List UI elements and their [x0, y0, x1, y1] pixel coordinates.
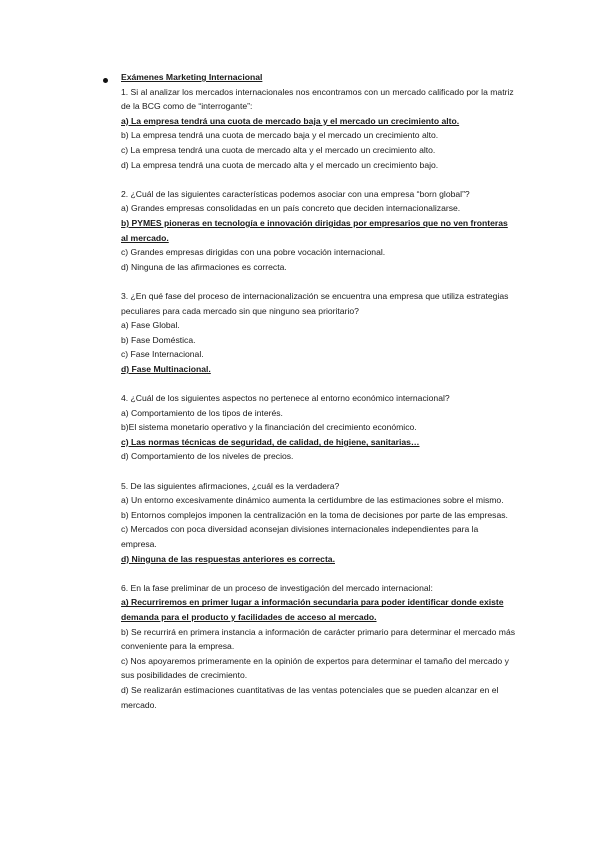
option-b: b) Entornos complejos imponen la centralización en la toma de decisiones por parte de las empresas. [121, 509, 508, 520]
question-prompt: 3. ¿En qué fase del proceso de internacionalización se encuentra una empresa que utiliza estrategias peculiares para cada mercado sin que ninguno sea prioritario? [121, 290, 509, 316]
option-c-correct: c) Las normas técnicas de seguridad, de calidad, de higiene, sanitarias… [121, 436, 420, 447]
question-prompt: 5. De las siguientes afirmaciones, ¿cuál es la verdadera? [121, 480, 340, 491]
question-6 [121, 581, 516, 712]
option-c: c) Nos apoyaremos primeramente en la opinión de expertos para determinar el tamaño del mercado y sus posibilidades de crecimiento. [121, 655, 509, 681]
option-d-correct: d) Fase Multinacional. [121, 363, 211, 374]
option-a: a) Grandes empresas consolidadas en un país concreto que deciden internacionalizarse. [121, 203, 461, 214]
option-d: d) La empresa tendrá una cuota de mercado alta y el mercado un crecimiento bajo. [121, 159, 439, 170]
option-c: c) Fase Internacional. [121, 349, 204, 360]
question-4 [121, 391, 516, 464]
question-1 [121, 85, 516, 173]
option-b-correct: b) PYMES pioneras en tecnología e innovación dirigidas por empresarios que no ven fronteras al mercado. [121, 217, 508, 243]
question-prompt: 6. En la fase preliminar de un proceso de investigación del mercado internacional: [121, 582, 433, 593]
option-b: b) Se recurrirá en primera instancia a información de carácter primario para determinar el mercado más conveniente para la empresa. [121, 626, 516, 652]
question-prompt: 4. ¿Cuál de los siguientes aspectos no pertenece al entorno económico internacional? [121, 393, 450, 404]
option-d: d) Comportamiento de los niveles de precios. [121, 451, 294, 462]
question-5 [121, 479, 516, 567]
question-3 [121, 289, 516, 377]
option-b: b) Fase Doméstica. [121, 334, 196, 345]
option-d: d) Se realizarán estimaciones cuantitativas de las ventas potenciales que se pueden alcanzar en el mercado. [121, 684, 499, 710]
option-d-correct: d) Ninguna de las respuestas anteriores es correcta. [121, 553, 335, 564]
option-c: c) Mercados con poca diversidad aconsejan divisiones internacionales independientes para la empresa. [121, 524, 479, 549]
document-title: Exámenes Marketing Internacional [121, 72, 263, 82]
question-prompt: 1. Si al analizar los mercados internacionales nos encontramos con un mercado calificado por la matriz de la BCG como de “interrogante”: [121, 86, 514, 112]
option-a: a) Un entorno excesivamente dinámico aumenta la certidumbre de las estimaciones sobre el mismo. [121, 495, 504, 506]
question-2 [121, 187, 516, 275]
option-a: a) Fase Global. [121, 320, 180, 331]
document-content [121, 70, 516, 712]
option-c: c) La empresa tendrá una cuota de mercado alta y el mercado un crecimiento alto. [121, 144, 436, 155]
question-prompt: 2. ¿Cuál de las siguientes características podemos asociar con una empresa “born global”? [121, 188, 470, 199]
option-c: c) Grandes empresas dirigidas con una pobre vocación internacional. [121, 247, 386, 258]
bullet-icon [103, 78, 108, 83]
option-b: b)El sistema monetario operativo y la financiación del crecimiento económico. [121, 422, 417, 433]
option-a: a) Comportamiento de los tipos de interés. [121, 407, 283, 418]
option-d: d) Ninguna de las afirmaciones es correcta. [121, 261, 287, 272]
option-a-correct: a) Recurriremos en primer lugar a información secundaria para poder identificar donde existe demanda para el producto y facilidades de acceso al mercado. [121, 597, 504, 622]
option-b: b) La empresa tendrá una cuota de mercado baja y el mercado un crecimiento alto. [121, 130, 439, 141]
option-a-correct: a) La empresa tendrá una cuota de mercado baja y el mercado un crecimiento alto. [121, 115, 460, 126]
